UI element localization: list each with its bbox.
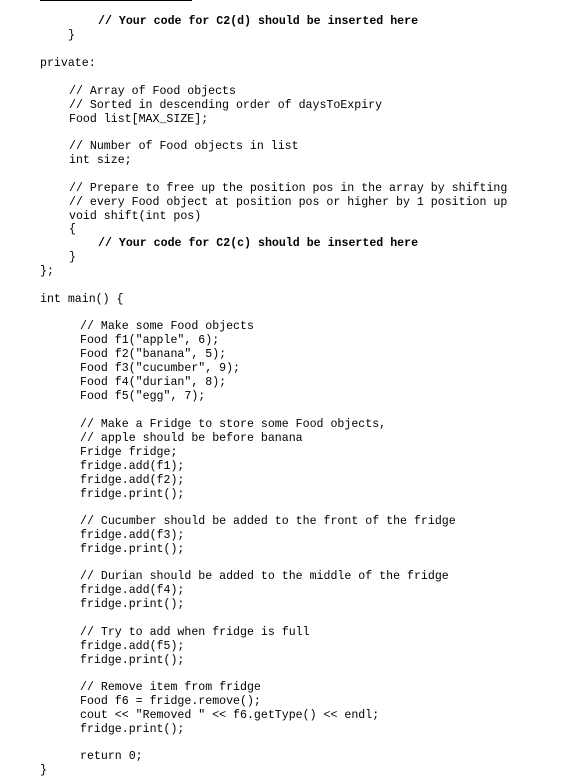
code-line: } xyxy=(68,29,75,42)
code-line: fridge.print(); xyxy=(80,543,185,556)
code-line: fridge.add(f5); xyxy=(80,640,185,653)
code-line: // Sorted in descending order of daysToExpiry xyxy=(69,99,383,112)
code-line: } xyxy=(40,764,47,777)
code-line: }; xyxy=(40,265,54,278)
code-line: Food f2("banana", 5); xyxy=(80,348,227,361)
code-line: void shift(int pos) xyxy=(69,210,202,223)
code-line: return 0; xyxy=(80,750,143,763)
code-line: Food list[MAX_SIZE]; xyxy=(69,113,209,126)
code-line: // Array of Food objects xyxy=(69,85,236,98)
code-line: { xyxy=(69,223,76,236)
code-line: Food f1("apple", 6); xyxy=(80,334,220,347)
code-line: fridge.print(); xyxy=(80,598,185,611)
code-line: fridge.add(f2); xyxy=(80,474,185,487)
code-line: // Your code for C2(d) should be inserted here xyxy=(98,15,419,28)
code-line: fridge.print(); xyxy=(80,488,185,501)
code-line: // Durian should be added to the middle of the fridge xyxy=(80,570,449,583)
code-line: Fridge fridge; xyxy=(80,446,178,459)
code-line: // Make a Fridge to store some Food objects, xyxy=(80,418,387,431)
code-line: Food f4("durian", 8); xyxy=(80,376,227,389)
code-line: Food f3("cucumber", 9); xyxy=(80,362,241,375)
code-line: // Try to add when fridge is full xyxy=(80,626,310,639)
code-line: // every Food object at position pos or higher by 1 position up xyxy=(69,196,508,209)
code-line: int size; xyxy=(69,154,132,167)
top-rule xyxy=(40,0,192,1)
code-line: fridge.add(f4); xyxy=(80,584,185,597)
code-line: fridge.add(f3); xyxy=(80,529,185,542)
code-line: // Your code for C2(c) should be inserted here xyxy=(98,237,419,250)
code-line: Food f5("egg", 7); xyxy=(80,390,206,403)
code-line: // Remove item from fridge xyxy=(80,681,261,694)
code-line: // apple should be before banana xyxy=(80,432,303,445)
code-line: int main() { xyxy=(40,293,124,306)
code-line: Food f6 = fridge.remove(); xyxy=(80,695,261,708)
code-line: // Number of Food objects in list xyxy=(69,140,299,153)
code-line: // Make some Food objects xyxy=(80,320,254,333)
code-line: fridge.print(); xyxy=(80,723,185,736)
code-line: fridge.add(f1); xyxy=(80,460,185,473)
code-line: cout << "Removed " << f6.getType() << endl; xyxy=(80,709,380,722)
code-line: fridge.print(); xyxy=(80,654,185,667)
code-line: private: xyxy=(40,57,96,70)
code-line: // Prepare to free up the position pos in the array by shifting xyxy=(69,182,508,195)
code-line: // Cucumber should be added to the front of the fridge xyxy=(80,515,456,528)
code-line: } xyxy=(69,251,76,264)
